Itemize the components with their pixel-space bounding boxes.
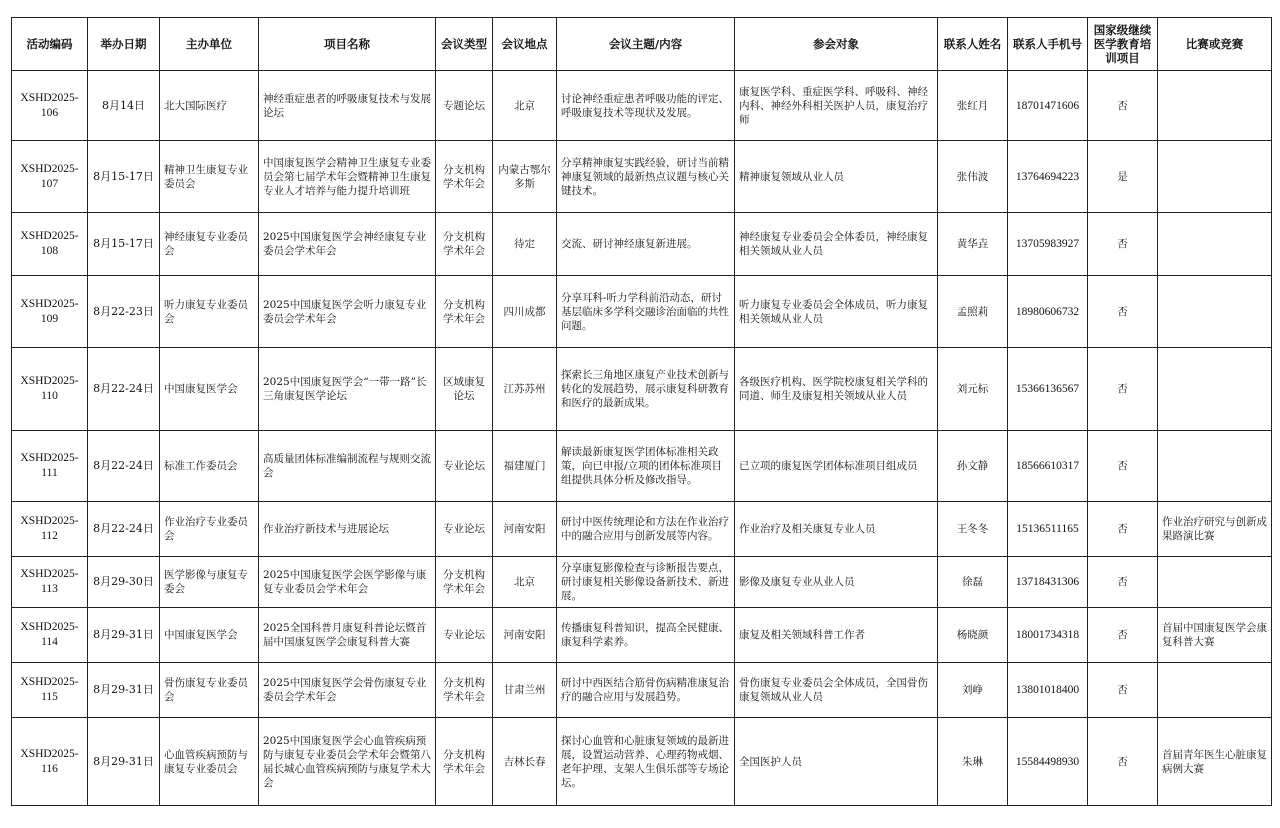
cell-contact-phone: 13705983927: [1008, 213, 1088, 276]
cell-meeting-type: 分支机构学术年会: [436, 663, 493, 718]
cell-location: 福建厦门: [493, 431, 557, 502]
cell-organizer: 中国康复医学会: [160, 348, 259, 431]
cell-national-cme: 否: [1088, 663, 1158, 718]
cell-date: 8月29-31日: [88, 663, 160, 718]
header-competition: 比赛或竞赛: [1158, 18, 1272, 71]
cell-date: 8月29-30日: [88, 557, 160, 608]
cell-contact-phone: 13718431306: [1008, 557, 1088, 608]
cell-competition: 首届中国康复医学会康复科普大赛: [1158, 608, 1272, 663]
cell-audience: 全国医护人员: [735, 718, 938, 806]
cell-theme: 分享耳科-听力学科前沿动态，研讨基层临床多学科交融诊治面临的共性问题。: [557, 276, 735, 348]
cell-date: 8月29-31日: [88, 718, 160, 806]
cell-code: XSHD2025-111: [12, 431, 88, 502]
cell-national-cme: 否: [1088, 502, 1158, 557]
cell-contact-name: 孙文静: [938, 431, 1008, 502]
table-row: [12, 431, 1272, 502]
cell-audience: 神经康复专业委员会全体委员，神经康复相关领域从业人员: [735, 213, 938, 276]
cell-national-cme: 否: [1088, 431, 1158, 502]
cell-organizer: 标准工作委员会: [160, 431, 259, 502]
cell-code: XSHD2025-116: [12, 718, 88, 806]
cell-project-name: 2025中国康复医学会“一带一路”长三角康复医学论坛: [259, 348, 436, 431]
table-row: [12, 141, 1272, 213]
cell-code: XSHD2025-114: [12, 608, 88, 663]
cell-location: 内蒙古鄂尔多斯: [493, 141, 557, 213]
cell-meeting-type: 分支机构学术年会: [436, 718, 493, 806]
table-row: [12, 608, 1272, 663]
cell-theme: 讨论神经重症患者呼吸功能的评定、呼吸康复技术等现状及发展。: [557, 71, 735, 141]
table-row: [12, 718, 1272, 806]
cell-location: 甘肃兰州: [493, 663, 557, 718]
cell-national-cme: 否: [1088, 71, 1158, 141]
cell-theme: 研讨中西医结合筋骨伤病精准康复治疗的融合应用与发展趋势。: [557, 663, 735, 718]
table-row: [12, 71, 1272, 141]
cell-location: 吉林长春: [493, 718, 557, 806]
cell-contact-name: 孟照莉: [938, 276, 1008, 348]
cell-location: 河南安阳: [493, 608, 557, 663]
cell-code: XSHD2025-113: [12, 557, 88, 608]
cell-competition: [1158, 213, 1272, 276]
cell-organizer: 北大国际医疗: [160, 71, 259, 141]
cell-audience: 康复及相关领域科普工作者: [735, 608, 938, 663]
cell-contact-phone: 18001734318: [1008, 608, 1088, 663]
table-row: [12, 276, 1272, 348]
cell-national-cme: 否: [1088, 608, 1158, 663]
cell-contact-name: 黄华垚: [938, 213, 1008, 276]
cell-date: 8月29-31日: [88, 608, 160, 663]
header-project-name: 项目名称: [259, 18, 436, 71]
cell-code: XSHD2025-108: [12, 213, 88, 276]
cell-contact-phone: 18701471606: [1008, 71, 1088, 141]
cell-theme: 分享康复影像检查与诊断报告要点，研讨康复相关影像设备新技术、新进展。: [557, 557, 735, 608]
cell-competition: 首届青年医生心脏康复病例大赛: [1158, 718, 1272, 806]
cell-meeting-type: 分支机构学术年会: [436, 141, 493, 213]
cell-organizer: 中国康复医学会: [160, 608, 259, 663]
cell-meeting-type: 分支机构学术年会: [436, 276, 493, 348]
cell-competition: [1158, 557, 1272, 608]
cell-location: 待定: [493, 213, 557, 276]
cell-competition: [1158, 71, 1272, 141]
header-theme: 会议主题/内容: [557, 18, 735, 71]
cell-theme: 探索长三角地区康复产业技术创新与转化的发展趋势，展示康复科研教育和医疗的最新成果。: [557, 348, 735, 431]
cell-competition: [1158, 431, 1272, 502]
cell-audience: 精神康复领域从业人员: [735, 141, 938, 213]
cell-theme: 解读最新康复医学团体标准相关政策，向已申报/立项的团体标准项目组提供具体分析及修改指导。: [557, 431, 735, 502]
cell-code: XSHD2025-106: [12, 71, 88, 141]
header-date: 举办日期: [88, 18, 160, 71]
cell-meeting-type: 专题论坛: [436, 71, 493, 141]
cell-theme: 交流、研讨神经康复新进展。: [557, 213, 735, 276]
cell-contact-name: 张红月: [938, 71, 1008, 141]
cell-competition: [1158, 141, 1272, 213]
cell-organizer: 神经康复专业委员会: [160, 213, 259, 276]
cell-location: 北京: [493, 557, 557, 608]
cell-project-name: 2025中国康复医学会心血管疾病预防与康复专业委员会学术年会暨第八届长城心血管疾病预防与康复学术大会: [259, 718, 436, 806]
cell-code: XSHD2025-110: [12, 348, 88, 431]
cell-meeting-type: 区域康复论坛: [436, 348, 493, 431]
cell-meeting-type: 专业论坛: [436, 502, 493, 557]
header-national-cme: 国家级继续医学教育培训项目: [1088, 18, 1158, 71]
cell-project-name: 2025中国康复医学会听力康复专业委员会学术年会: [259, 276, 436, 348]
cell-organizer: 骨伤康复专业委员会: [160, 663, 259, 718]
cell-contact-name: 刘元标: [938, 348, 1008, 431]
cell-theme: 探讨心血管和心脏康复领域的最新进展，设置运动营养、心理药物戒烟、老年护理、支架人生俱乐部等专场论坛。: [557, 718, 735, 806]
cell-organizer: 医学影像与康复专委会: [160, 557, 259, 608]
header-audience: 参会对象: [735, 18, 938, 71]
cell-competition: [1158, 348, 1272, 431]
cell-audience: 各级医疗机构、医学院校康复相关学科的同道、师生及康复相关领域从业人员: [735, 348, 938, 431]
cell-date: 8月15-17日: [88, 141, 160, 213]
header-contact-phone: 联系人手机号: [1008, 18, 1088, 71]
cell-competition: 作业治疗研究与创新成果路演比赛: [1158, 502, 1272, 557]
header-location: 会议地点: [493, 18, 557, 71]
cell-contact-phone: 15366136567: [1008, 348, 1088, 431]
cell-code: XSHD2025-107: [12, 141, 88, 213]
cell-contact-name: 张伟波: [938, 141, 1008, 213]
cell-national-cme: 否: [1088, 276, 1158, 348]
cell-date: 8月22-24日: [88, 502, 160, 557]
header-meeting-type: 会议类型: [436, 18, 493, 71]
cell-organizer: 精神卫生康复专业委员会: [160, 141, 259, 213]
cell-audience: 康复医学科、重症医学科、呼吸科、神经内科、神经外科相关医护人员，康复治疗师: [735, 71, 938, 141]
cell-contact-phone: 15584498930: [1008, 718, 1088, 806]
cell-date: 8月22-24日: [88, 348, 160, 431]
cell-location: 河南安阳: [493, 502, 557, 557]
header-contact-name: 联系人姓名: [938, 18, 1008, 71]
cell-code: XSHD2025-115: [12, 663, 88, 718]
cell-competition: [1158, 663, 1272, 718]
cell-audience: 影像及康复专业从业人员: [735, 557, 938, 608]
cell-contact-phone: 18980606732: [1008, 276, 1088, 348]
table-row: [12, 213, 1272, 276]
cell-location: 北京: [493, 71, 557, 141]
cell-project-name: 2025全国科普月康复科普论坛暨首届中国康复医学会康复科普大赛: [259, 608, 436, 663]
cell-code: XSHD2025-109: [12, 276, 88, 348]
cell-project-name: 2025中国康复医学会医学影像与康复专业委员会学术年会: [259, 557, 436, 608]
cell-contact-name: 刘峥: [938, 663, 1008, 718]
cell-project-name: 中国康复医学会精神卫生康复专业委员会第七届学术年会暨精神卫生康复专业人才培养与能力提升培训班: [259, 141, 436, 213]
table-row: [12, 348, 1272, 431]
cell-date: 8月14日: [88, 71, 160, 141]
cell-meeting-type: 专业论坛: [436, 431, 493, 502]
cell-location: 四川成都: [493, 276, 557, 348]
cell-competition: [1158, 276, 1272, 348]
table-row: [12, 663, 1272, 718]
cell-contact-name: 徐磊: [938, 557, 1008, 608]
cell-contact-phone: 13801018400: [1008, 663, 1088, 718]
cell-theme: 传播康复科普知识，提高全民健康、康复科学素养。: [557, 608, 735, 663]
cell-date: 8月15-17日: [88, 213, 160, 276]
cell-project-name: 2025中国康复医学会神经康复专业委员会学术年会: [259, 213, 436, 276]
cell-meeting-type: 分支机构学术年会: [436, 213, 493, 276]
cell-national-cme: 否: [1088, 348, 1158, 431]
cell-contact-phone: 15136511165: [1008, 502, 1088, 557]
cell-national-cme: 否: [1088, 557, 1158, 608]
cell-organizer: 作业治疗专业委员会: [160, 502, 259, 557]
cell-contact-name: 杨晓颜: [938, 608, 1008, 663]
cell-project-name: 神经重症患者的呼吸康复技术与发展论坛: [259, 71, 436, 141]
table-row: [12, 557, 1272, 608]
header-row: [12, 18, 1272, 71]
cell-audience: 骨伤康复专业委员会全体成员，全国骨伤康复领域从业人员: [735, 663, 938, 718]
cell-theme: 研讨中医传统理论和方法在作业治疗中的融合应用与创新发展等内容。: [557, 502, 735, 557]
cell-meeting-type: 专业论坛: [436, 608, 493, 663]
header-code: 活动编码: [12, 18, 88, 71]
header-organizer: 主办单位: [160, 18, 259, 71]
table-row: [12, 502, 1272, 557]
cell-contact-name: 王冬冬: [938, 502, 1008, 557]
cell-theme: 分享精神康复实践经验，研讨当前精神康复领域的最新热点议题与核心关键技术。: [557, 141, 735, 213]
cell-national-cme: 是: [1088, 141, 1158, 213]
cell-organizer: 心血管疾病预防与康复专业委员会: [160, 718, 259, 806]
cell-date: 8月22-23日: [88, 276, 160, 348]
cell-project-name: 2025中国康复医学会骨伤康复专业委员会学术年会: [259, 663, 436, 718]
cell-audience: 已立项的康复医学团体标准项目组成员: [735, 431, 938, 502]
cell-audience: 作业治疗及相关康复专业人员: [735, 502, 938, 557]
cell-national-cme: 否: [1088, 718, 1158, 806]
cell-contact-phone: 13764694223: [1008, 141, 1088, 213]
cell-date: 8月22-24日: [88, 431, 160, 502]
cell-meeting-type: 分支机构学术年会: [436, 557, 493, 608]
cell-organizer: 听力康复专业委员会: [160, 276, 259, 348]
cell-national-cme: 否: [1088, 213, 1158, 276]
cell-code: XSHD2025-112: [12, 502, 88, 557]
activity-table: [11, 17, 1272, 806]
cell-contact-name: 朱琳: [938, 718, 1008, 806]
cell-location: 江苏苏州: [493, 348, 557, 431]
cell-contact-phone: 18566610317: [1008, 431, 1088, 502]
cell-audience: 听力康复专业委员会全体成员，听力康复相关领域从业人员: [735, 276, 938, 348]
cell-project-name: 作业治疗新技术与进展论坛: [259, 502, 436, 557]
cell-project-name: 高质量团体标准编制流程与规则交流会: [259, 431, 436, 502]
